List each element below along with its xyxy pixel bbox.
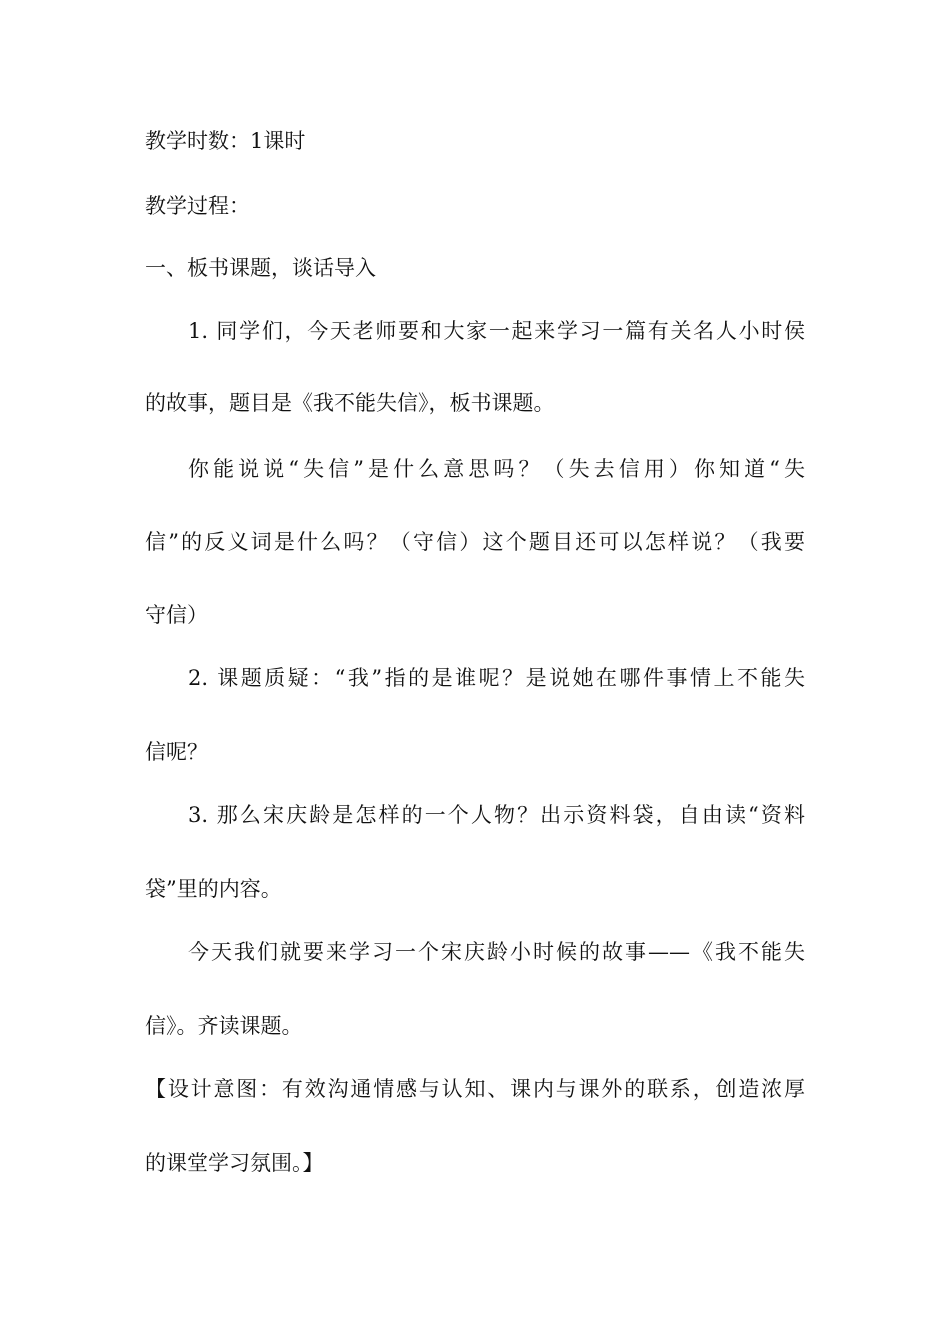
section-one-heading: 一、板书课题，谈话导入 <box>145 256 376 280</box>
paragraph-4-line-1: 3. 那么宋庆龄是怎样的一个人物？出示资料袋，自由读“资料 <box>188 803 805 827</box>
paragraph-4-line-2: 袋”里的内容。 <box>145 877 282 901</box>
paragraph-2-line-2: 信”的反义词是什么吗？（守信）这个题目还可以怎样说？（我要 <box>145 530 805 554</box>
paragraph-2-line-3: 守信） <box>145 603 208 627</box>
design-intent-line-1: 【设计意图：有效沟通情感与认知、课内与课外的联系，创造浓厚 <box>145 1077 805 1101</box>
paragraph-5-line-1: 今天我们就要来学习一个宋庆龄小时候的故事——《我不能失 <box>188 940 805 964</box>
paragraph-3-line-2: 信呢？ <box>145 740 208 764</box>
design-intent-line-2: 的课堂学习氛围。】 <box>145 1151 324 1175</box>
paragraph-2-line-1: 你能说说“失信”是什么意思吗？（失去信用）你知道“失 <box>188 457 805 481</box>
paragraph-1-line-2: 的故事，题目是《我不能失信》，板书课题。 <box>145 391 555 415</box>
paragraph-5-line-2: 信》。齐读课题。 <box>145 1014 303 1038</box>
teaching-process-heading: 教学过程： <box>145 194 250 218</box>
paragraph-3-line-1: 2. 课题质疑：“我”指的是谁呢？是说她在哪件事情上不能失 <box>188 666 805 690</box>
class-hours-line: 教学时数：1课时 <box>145 129 306 153</box>
paragraph-1-line-1: 1. 同学们，今天老师要和大家一起来学习一篇有关名人小时侯 <box>188 319 805 343</box>
